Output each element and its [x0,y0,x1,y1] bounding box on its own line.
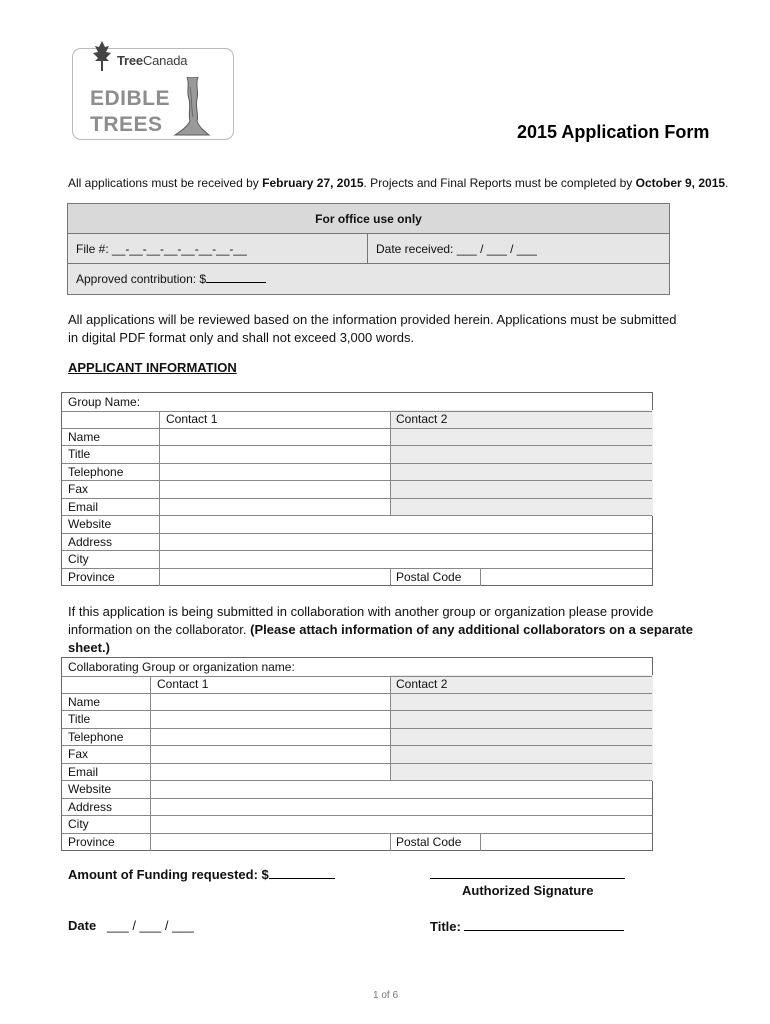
logo-brand-text: TreeCanada [117,53,188,68]
contact2-name-field[interactable] [391,429,652,445]
review-notice: All applications will be reviewed based on the information provided herein. Applications must be submitted in digital PDF format only and shall not exceed 3,000 words. [68,312,677,345]
collab-province-field[interactable] [151,834,390,850]
collab-address-field[interactable] [151,799,652,815]
applicant-table [61,392,653,586]
title-field[interactable]: Title: [430,918,624,934]
tree-trunk-icon [173,77,211,137]
row-label: Website [68,782,112,796]
page-number: 1 of 6 [373,990,399,1001]
row-label: Fax [68,482,89,496]
logo-word-edible: EDIBLE [90,87,171,110]
city-field[interactable] [160,551,652,567]
postal-code-label: Postal Code [396,835,462,849]
collab-website-field[interactable] [151,781,652,797]
collab-city-field[interactable] [151,816,652,832]
approved-contribution-field[interactable]: Approved contribution: $ [68,264,468,294]
section-heading: APPLICANT INFORMATION [68,360,237,375]
province-field[interactable] [160,569,390,585]
row-label: Email [68,765,99,779]
group-name-label: Group Name: [68,395,141,409]
row-label: Name [68,695,101,709]
website-field[interactable] [160,516,652,532]
deadline-statement: All applications must be received by February 27, 2015. Projects and Final Reports must be completed by October 9, 2015. [68,176,729,190]
collab-postal-code-field[interactable] [481,834,652,850]
edible-trees-logo [72,48,234,140]
row-label: Email [68,500,99,514]
row-label: Website [68,517,112,531]
row-label: Province [68,570,115,584]
row-label: City [68,552,89,566]
office-use-heading: For office use only [68,204,669,234]
row-label: Fax [68,747,89,761]
file-number-field[interactable]: File #: __-__-__-__-__-__-__-__ [76,242,247,256]
logo-word-trees: TREES [90,113,163,136]
date-received-field[interactable]: Date received: ___ / ___ / ___ [376,242,537,256]
row-label: Address [68,535,113,549]
collaborator-note: If this application is being submitted in collaboration with another group or organization please provide information on the collaborator. (Please attach information of any additional collaborators on a separate sheet.) [68,604,693,655]
funding-request-field[interactable]: Amount of Funding requested: $ [68,866,335,882]
row-label: City [68,817,89,831]
contact2-header: Contact 2 [396,677,448,691]
office-use-row [68,234,669,264]
row-label: Name [68,430,101,444]
maple-tree-icon [91,41,113,75]
row-label: Title [68,447,91,461]
collab-group-name-label: Collaborating Group or organization name: [68,660,295,674]
authorized-signature-label: Authorized Signature [462,883,594,898]
office-use-box [67,203,670,295]
row-label: Telephone [68,730,124,744]
contact1-name-field[interactable] [160,429,390,445]
contact1-header: Contact 1 [157,677,209,691]
contact1-header: Contact 1 [166,412,218,426]
date-field[interactable]: Date ___ / ___ / ___ [68,918,194,933]
row-label: Title [68,712,91,726]
row-label: Address [68,800,113,814]
collaborator-table [61,657,653,851]
address-field[interactable] [160,534,652,550]
form-title: 2015 Application Form [517,122,710,142]
signature-line[interactable] [430,878,625,879]
office-use-row [68,264,669,294]
row-label: Telephone [68,465,124,479]
postal-code-label: Postal Code [396,570,462,584]
collab-contact1-name-field[interactable] [151,694,390,710]
row-label: Province [68,835,115,849]
collab-contact2-name-field[interactable] [391,694,652,710]
contact2-header: Contact 2 [396,412,448,426]
postal-code-field[interactable] [481,569,652,585]
